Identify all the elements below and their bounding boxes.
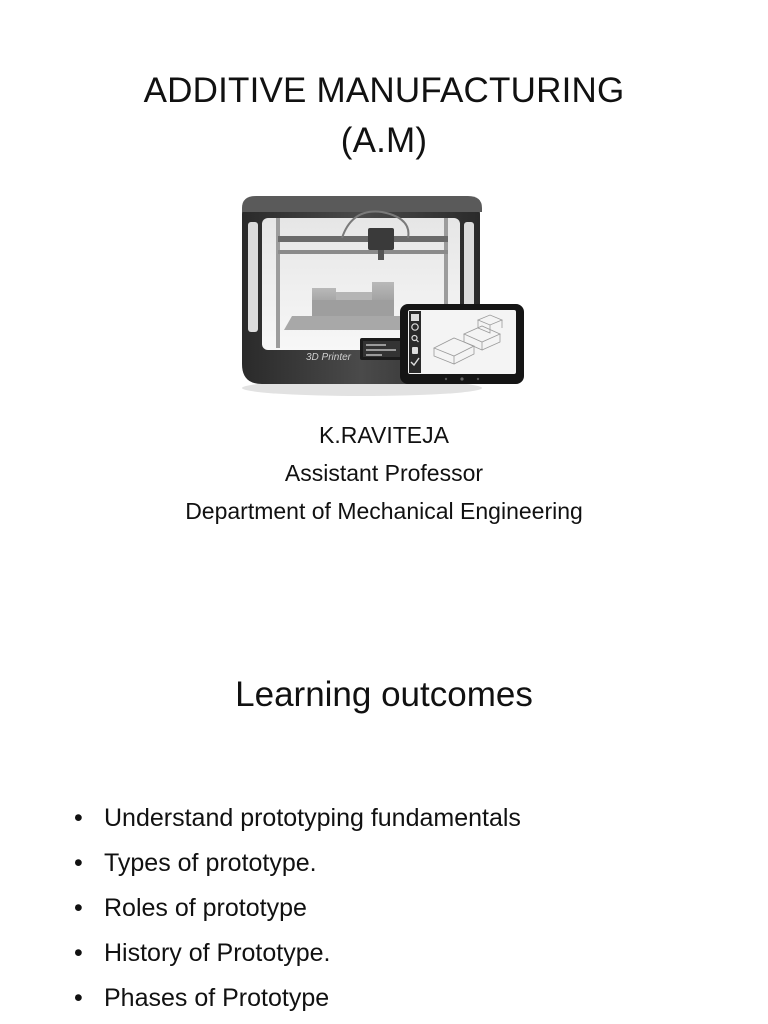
- author-name: K.RAVITEJA: [319, 422, 449, 448]
- list-item: [74, 841, 521, 886]
- author-block: [0, 416, 768, 530]
- bullet-icon: •: [74, 804, 83, 832]
- list-item-text: Understand prototyping fundamentals: [104, 804, 521, 832]
- learning-outcomes-list: [74, 796, 521, 1021]
- list-item: [74, 931, 521, 976]
- bullet-icon: •: [74, 984, 83, 1012]
- author-department: Department of Mechanical Engineering: [185, 498, 583, 524]
- list-item-text: Types of prototype.: [104, 849, 317, 877]
- learning-outcomes-heading: Learning outcomes: [235, 675, 533, 714]
- slide-title: [0, 66, 768, 166]
- author-role: Assistant Professor: [284, 460, 484, 486]
- list-item-text: History of Prototype.: [104, 939, 331, 967]
- printer-brand-label: 3D Printer: [306, 352, 352, 363]
- bullet-icon: •: [74, 849, 83, 877]
- list-item: [74, 796, 521, 841]
- bullet-icon: •: [74, 894, 83, 922]
- list-item-text: Roles of prototype: [104, 894, 307, 922]
- 3d-printer-illustration: [232, 188, 532, 398]
- tablet: [400, 304, 524, 384]
- list-item-text: Phases of Prototype: [104, 984, 330, 1012]
- title-line-1: ADDITIVE MANUFACTURING: [143, 71, 625, 110]
- bullet-icon: •: [74, 939, 83, 967]
- list-item: [74, 976, 521, 1021]
- print-head: [368, 228, 394, 250]
- title-line-2: (A.M): [340, 121, 428, 160]
- list-item: [74, 886, 521, 931]
